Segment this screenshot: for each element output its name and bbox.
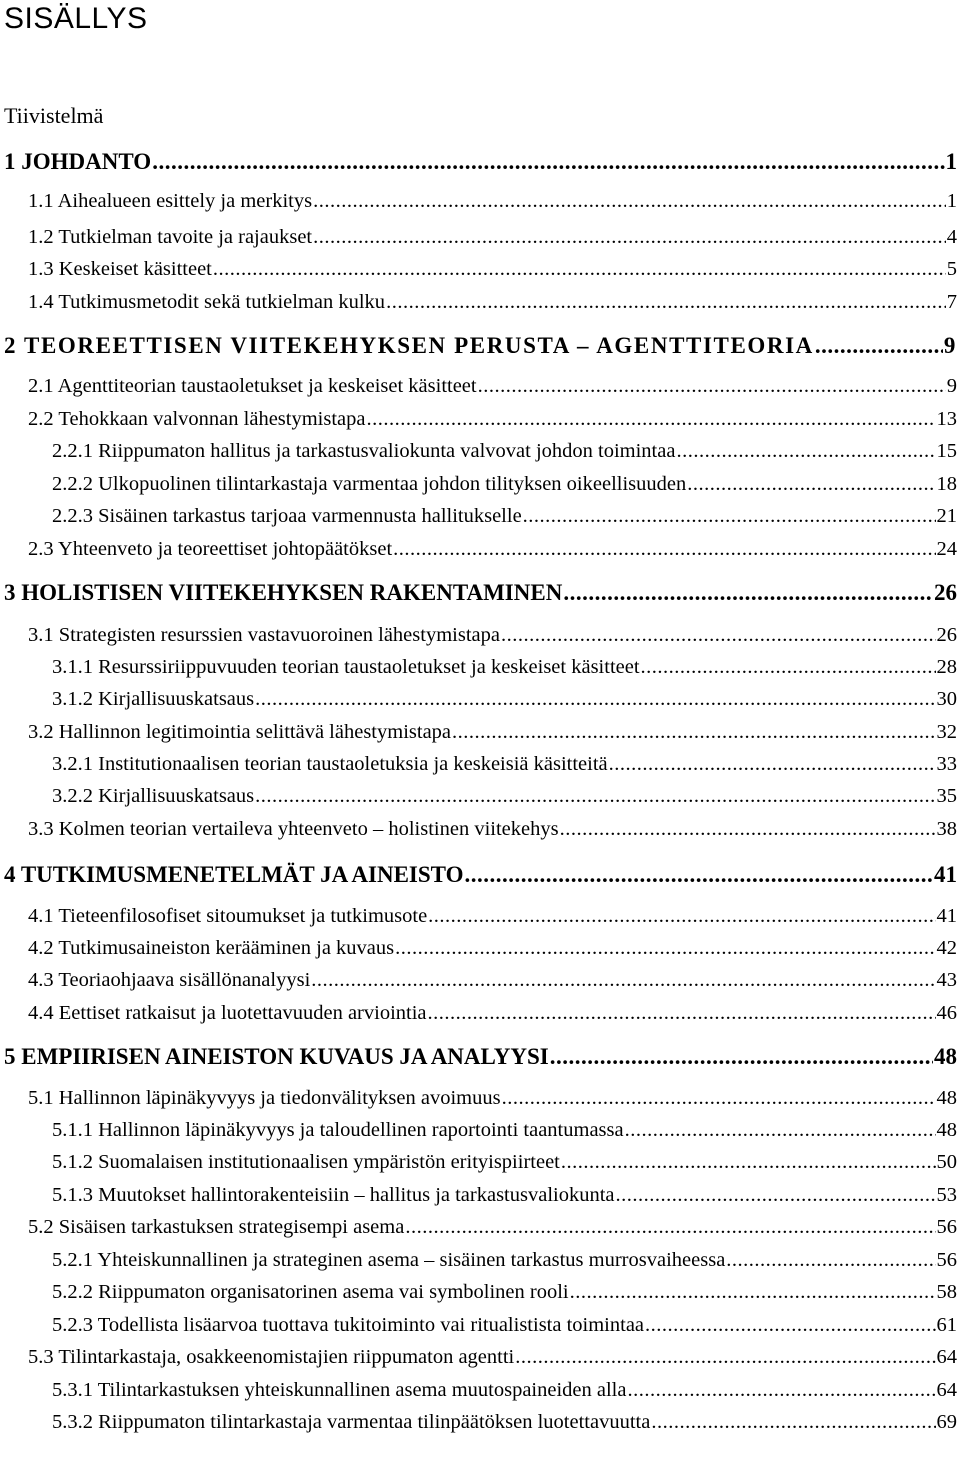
toc-entry[interactable] [4, 580, 957, 606]
toc-entry-page: 9 [946, 375, 957, 397]
toc-entry[interactable] [4, 149, 957, 175]
dot-leader [367, 408, 936, 431]
dot-leader [515, 1346, 935, 1369]
toc-entry-page: 48 [934, 1044, 957, 1069]
toc-entry[interactable] [28, 818, 957, 841]
toc-entry-label: 5.3.2 Riippumaton tilintarkastaja varmentaa tilinpäätöksen luotettavuutta [52, 1411, 651, 1433]
dot-leader [687, 473, 935, 496]
toc-entry-page: 35 [936, 785, 957, 807]
toc-entry-label: 3.2.2 Kirjallisuuskatsaus [52, 785, 255, 807]
toc-entry-label: 4.1 Tieteenfilosofiset sitoumukset ja tutkimusote [28, 905, 428, 927]
toc-entry-page: 26 [934, 580, 957, 605]
toc-entry-label: 5.3.1 Tilintarkastuksen yhteiskunnallinen asema muutospaineiden alla [52, 1379, 627, 1401]
abstract-entry[interactable]: Tiivistelmä [4, 103, 104, 128]
dot-leader [152, 149, 944, 175]
toc-entry[interactable] [52, 785, 957, 808]
dot-leader [313, 226, 946, 249]
toc-entry[interactable] [52, 1411, 957, 1434]
toc-entry[interactable] [28, 721, 957, 744]
toc-entry-page: 61 [936, 1314, 957, 1336]
toc-entry-label: 5.1.1 Hallinnon läpinäkyvyys ja taloudellinen raportointi taantumassa [52, 1119, 624, 1141]
toc-entry-label: 2.3 Yhteenveto ja teoreettiset johtopäätökset [28, 538, 393, 560]
toc-entry-page: 56 [936, 1249, 957, 1271]
dot-leader [255, 688, 935, 711]
toc-entry-page: 32 [936, 721, 957, 743]
dot-leader [651, 1411, 935, 1434]
toc-entry[interactable] [52, 1249, 957, 1272]
toc-entry-label: 3.3 Kolmen teorian vertaileva yhteenveto – holistinen viitekehys [28, 818, 559, 840]
page-title: SISÄLLYS [4, 2, 148, 35]
toc-entry[interactable] [28, 969, 957, 992]
toc-entry-page: 5 [946, 258, 957, 280]
toc-entry-page: 1 [946, 190, 957, 212]
dot-leader [676, 440, 935, 463]
toc-entry-page: 15 [936, 440, 957, 462]
toc-entry[interactable] [28, 408, 957, 431]
dot-leader [641, 656, 936, 679]
toc-entry-page: 64 [936, 1346, 957, 1368]
toc-entry-label: 4 TUTKIMUSMENETELMÄT JA AINEISTO [4, 862, 464, 887]
toc-entry-label: 5.3 Tilintarkastaja, osakkeenomistajien riippumaton agentti [28, 1346, 515, 1368]
toc-entry-page: 18 [936, 473, 957, 495]
toc-entry-page: 53 [936, 1184, 957, 1206]
toc-entry-label: 5.1 Hallinnon läpinäkyvyys ja tiedonvälityksen avoimuus [28, 1087, 501, 1109]
dot-leader [726, 1249, 935, 1272]
dot-leader [645, 1314, 935, 1337]
toc-entry-label: 4.3 Teoriaohjaava sisällönanalyysi [28, 969, 311, 991]
toc-entry-label: 3 HOLISTISEN VIITEKEHYKSEN RAKENTAMINEN [4, 580, 563, 605]
dot-leader [311, 969, 935, 992]
toc-entry-page: 42 [936, 937, 957, 959]
dot-leader [428, 1002, 936, 1025]
toc-entry-page: 50 [936, 1151, 957, 1173]
toc-entry[interactable] [28, 1216, 957, 1239]
toc-entry[interactable] [28, 291, 957, 314]
dot-leader [616, 1184, 936, 1207]
toc-entry-page: 21 [936, 505, 957, 527]
toc-entry[interactable] [28, 905, 957, 928]
toc-entry[interactable] [28, 937, 957, 960]
toc-entry-label: 2.2.3 Sisäinen tarkastus tarjoaa varmennusta hallitukselle [52, 505, 522, 527]
toc-entry-label: 2 TEOREETTISEN VIITEKEHYKSEN PERUSTA – AGENTTITEORIA [4, 333, 814, 358]
dot-leader [570, 1281, 936, 1304]
toc-entry-label: 1.4 Tutkimusmetodit sekä tutkielman kulku [28, 291, 386, 313]
dot-leader [386, 291, 946, 314]
dot-leader [550, 1044, 933, 1070]
toc-entry[interactable] [28, 538, 957, 561]
toc-entry[interactable] [52, 656, 957, 679]
toc-entry-label: 1.2 Tutkielman tavoite ja rajaukset [28, 226, 313, 248]
dot-leader [464, 862, 933, 888]
toc-entry[interactable] [52, 1184, 957, 1207]
toc-entry[interactable] [4, 333, 957, 359]
toc-entry-page: 69 [936, 1411, 957, 1433]
dot-leader [213, 258, 946, 281]
toc-entry-page: 13 [936, 408, 957, 430]
toc-entry[interactable] [4, 862, 957, 888]
toc-entry[interactable] [4, 1044, 957, 1070]
toc-entry-label: 1 JOHDANTO [4, 149, 152, 174]
dot-leader [255, 785, 935, 808]
toc-entry-page: 56 [936, 1216, 957, 1238]
toc-entry-label: 3.2.1 Institutionaalisen teorian taustaoletuksia ja keskeisiä käsitteitä [52, 753, 608, 775]
dot-leader [478, 375, 946, 398]
toc-entry[interactable] [52, 440, 957, 463]
toc-entry-page: 58 [936, 1281, 957, 1303]
toc-entry-label: 1.3 Keskeiset käsitteet [28, 258, 212, 280]
toc-entry-label: 2.2 Tehokkaan valvonnan lähestymistapa [28, 408, 366, 430]
toc-entry[interactable] [52, 753, 957, 776]
toc-entry-label: 3.1.1 Resurssiriippuvuuden teorian taustaoletukset ja keskeiset käsitteet [52, 656, 640, 678]
toc-entry-page: 48 [936, 1119, 957, 1141]
toc-entry[interactable] [28, 190, 957, 213]
toc-entry-page: 7 [946, 291, 957, 313]
toc-entry-label: 3.1.2 Kirjallisuuskatsaus [52, 688, 255, 710]
toc-entry-label: 5.2 Sisäisen tarkastuksen strategisempi asema [28, 1216, 405, 1238]
toc-entry-page: 28 [936, 656, 957, 678]
toc-entry-label: 2.1 Agenttiteorian taustaoletukset ja keskeiset käsitteet [28, 375, 477, 397]
toc-entry[interactable] [28, 226, 957, 249]
toc-entry[interactable] [52, 505, 957, 528]
toc-entry[interactable] [28, 1002, 957, 1025]
dot-leader [523, 505, 936, 528]
toc-entry-page: 33 [936, 753, 957, 775]
toc-entry-page: 30 [936, 688, 957, 710]
dot-leader [395, 937, 935, 960]
toc-entry[interactable] [28, 1087, 957, 1110]
toc-entry[interactable] [28, 1346, 957, 1369]
dot-leader [560, 818, 936, 841]
toc-entry-page: 1 [945, 149, 957, 174]
toc-entry-page: 9 [943, 333, 957, 358]
dot-leader [428, 905, 935, 928]
dot-leader [502, 1087, 936, 1110]
toc-entry-page: 26 [936, 624, 957, 646]
toc-entry[interactable] [28, 375, 957, 398]
dot-leader [627, 1379, 935, 1402]
toc-entry-page: 41 [934, 862, 957, 887]
dot-leader [815, 333, 943, 359]
toc-entry-label: 5.2.3 Todellista lisäarvoa tuottava tukitoiminto vai ritualistista toimintaa [52, 1314, 645, 1336]
toc-entry[interactable] [52, 1314, 957, 1337]
toc-entry[interactable] [52, 1379, 957, 1402]
toc-entry-label: 5.1.2 Suomalaisen institutionaalisen ympäristön erityispiirteet [52, 1151, 560, 1173]
dot-leader [609, 753, 936, 776]
toc-entry-page: 38 [936, 818, 957, 840]
toc-entry[interactable] [28, 258, 957, 281]
toc-entry[interactable] [52, 688, 957, 711]
toc-entry-label: 5.2.2 Riippumaton organisatorinen asema vai symbolinen rooli [52, 1281, 569, 1303]
toc-entry-label: 3.1 Strategisten resurssien vastavuoroinen lähestymistapa [28, 624, 500, 646]
toc-entry-label: 4.2 Tutkimusaineiston kerääminen ja kuvaus [28, 937, 395, 959]
toc-entry-label: 2.2.1 Riippumaton hallitus ja tarkastusvaliokunta valvovat johdon toimintaa [52, 440, 676, 462]
dot-leader [625, 1119, 936, 1142]
toc-entry-page: 4 [946, 226, 957, 248]
dot-leader [313, 190, 946, 213]
dot-leader [501, 624, 936, 647]
toc-entry-page: 24 [936, 538, 957, 560]
dot-leader [393, 538, 935, 561]
toc-entry[interactable] [52, 1119, 957, 1142]
dot-leader [561, 1151, 936, 1174]
toc-entry-label: 5.1.3 Muutokset hallintorakenteisiin – hallitus ja tarkastusvaliokunta [52, 1184, 615, 1206]
toc-entry[interactable] [52, 1281, 957, 1304]
toc-entry-label: 1.1 Aihealueen esittely ja merkitys [28, 190, 313, 212]
toc-entry-page: 48 [936, 1087, 957, 1109]
toc-entry-page: 64 [936, 1379, 957, 1401]
dot-leader [452, 721, 935, 744]
toc-entry-label: 5.2.1 Yhteiskunnallinen ja strateginen asema – sisäinen tarkastus murrosvaiheessa [52, 1249, 726, 1271]
toc-entry-page: 46 [936, 1002, 957, 1024]
toc-entry-label: 2.2.2 Ulkopuolinen tilintarkastaja varmentaa johdon tilityksen oikeellisuuden [52, 473, 687, 495]
toc-entry-label: 5 EMPIIRISEN AINEISTON KUVAUS JA ANALYYSI [4, 1044, 549, 1069]
dot-leader [405, 1216, 935, 1239]
toc-entry-label: 4.4 Eettiset ratkaisut ja luotettavuuden arviointia [28, 1002, 427, 1024]
toc-entry[interactable] [52, 473, 957, 496]
toc-entry-label: 3.2 Hallinnon legitimointia selittävä lähestymistapa [28, 721, 452, 743]
toc-entry[interactable] [28, 624, 957, 647]
toc-entry-page: 43 [936, 969, 957, 991]
toc-entry-page: 41 [936, 905, 957, 927]
dot-leader [563, 580, 933, 606]
toc-entry[interactable] [52, 1151, 957, 1174]
